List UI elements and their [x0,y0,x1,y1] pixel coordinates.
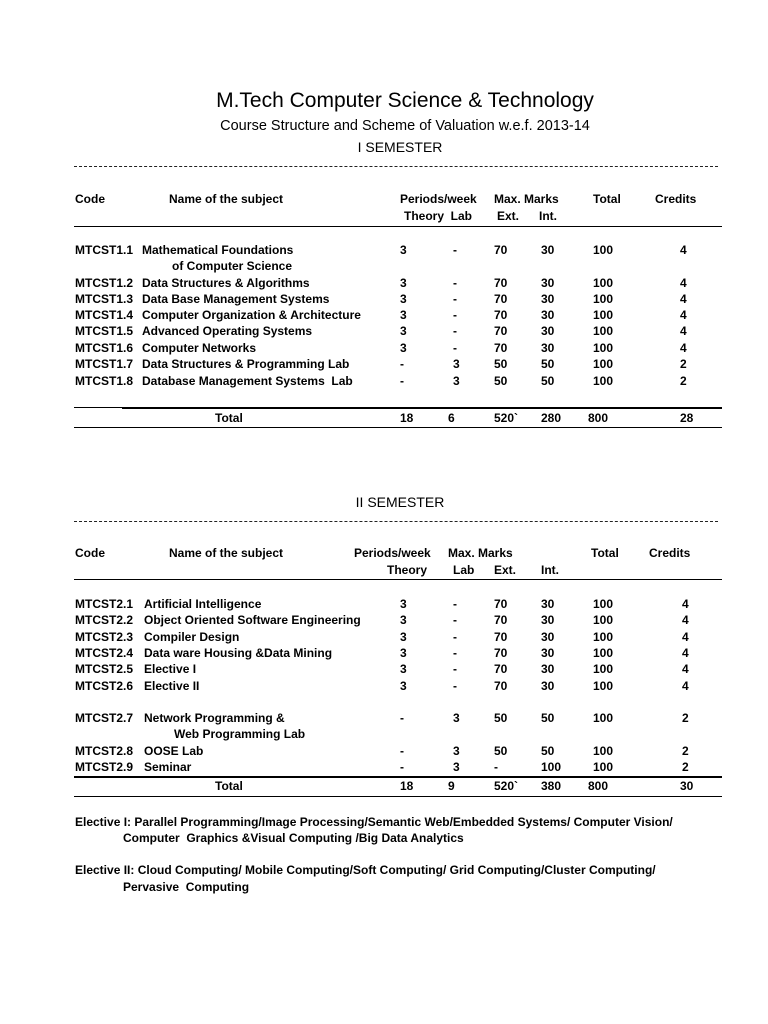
col-name: Name of the subject [169,192,284,206]
cell-ext: 50 [494,357,508,371]
sem2-total-bottom-rule [74,796,722,797]
table-row [0,744,768,760]
total-theory: 18 [400,779,414,793]
cell-ext: 70 [494,308,508,322]
cell-total: 100 [593,276,614,290]
table-row [0,374,768,390]
cell-ext: 70 [494,341,508,355]
table-row [0,276,768,292]
cell-theory: 3 [400,679,407,693]
total-int: 280 [541,411,562,425]
sem1-heading: I SEMESTER [357,139,443,155]
cell-credits: 4 [680,276,687,290]
total-credits: 30 [680,779,694,793]
cell-ext: 70 [494,243,508,257]
cell-lab: - [453,630,457,644]
col-periods: Periods/week [400,192,477,206]
cell-code: MTCST2.3 [75,630,134,644]
table-row [0,662,768,678]
cell-theory: 3 [400,276,407,290]
col-total: Total [591,546,619,560]
cell-code: MTCST2.5 [75,662,134,676]
cell-credits: 2 [680,357,687,371]
table-row [0,760,768,776]
cell-int: 30 [541,630,555,644]
cell-lab: 3 [453,711,460,725]
cell-name: Elective I [144,662,197,676]
cell-credits: 4 [682,630,689,644]
elective-ii-line1: Elective II: Cloud Computing/ Mobile Computing/Soft Computing/ Grid Computing/Cluster Computing/ [75,863,656,877]
cell-credits: 2 [682,760,689,774]
cell-name-cont: Web Programming Lab [174,727,306,741]
cell-lab: - [453,324,457,338]
cell-credits: 4 [680,308,687,322]
cell-name: Elective II [144,679,200,693]
cell-lab: 3 [453,744,460,758]
cell-name: Compiler Design [144,630,240,644]
total-theory: 18 [400,411,414,425]
cell-theory: 3 [400,613,407,627]
elective-i-line2: Computer Graphics &Visual Computing /Big Data Analytics [123,831,464,845]
cell-lab: - [453,679,457,693]
cell-ext: 70 [494,630,508,644]
table-row [0,243,768,273]
total-ext: 520` [494,779,519,793]
cell-lab: - [453,646,457,660]
total-int: 380 [541,779,562,793]
col-int: Int. [541,563,559,577]
cell-credits: 4 [680,324,687,338]
cell-credits: 4 [680,341,687,355]
sem1-total-top-rule [122,407,722,409]
cell-code: MTCST1.2 [75,276,134,290]
cell-ext: 70 [494,292,508,306]
cell-ext: 70 [494,597,508,611]
cell-name: Computer Networks [142,341,257,355]
table-row [0,357,768,373]
col-theory: Theory [387,563,428,577]
total-total: 800 [588,779,609,793]
cell-theory: 3 [400,630,407,644]
col-total: Total [593,192,621,206]
cell-name-cont: of Computer Science [172,259,293,273]
elective-i-line1: Elective I: Parallel Programming/Image Processing/Semantic Web/Embedded Systems/ Computer Vision/ [75,815,673,829]
cell-int: 30 [541,292,555,306]
col-max-marks: Max. Marks [494,192,559,206]
cell-credits: 2 [680,374,687,388]
cell-int: 30 [541,276,555,290]
cell-total: 100 [593,630,614,644]
cell-int: 30 [541,662,555,676]
table-row [0,341,768,357]
cell-int: 30 [541,324,555,338]
cell-credits: 4 [682,662,689,676]
sem2-dashed-rule [74,521,718,522]
cell-theory: - [400,744,404,758]
col-code: Code [75,546,105,560]
cell-lab: 3 [453,760,460,774]
total-credits: 28 [680,411,694,425]
cell-total: 100 [593,760,614,774]
cell-name: Computer Organization & Architecture [142,308,361,322]
cell-theory: - [400,711,404,725]
cell-name: OOSE Lab [144,744,204,758]
cell-credits: 2 [682,744,689,758]
cell-lab: - [453,613,457,627]
cell-theory: 3 [400,341,407,355]
col-theory-lab: Theory Lab [404,209,473,223]
cell-total: 100 [593,744,614,758]
table-row [0,613,768,629]
sem1-dashed-rule [74,166,718,167]
col-credits: Credits [655,192,697,206]
cell-int: 50 [541,711,555,725]
total-lab: 9 [448,779,455,793]
table-row [0,308,768,324]
cell-credits: 4 [682,597,689,611]
cell-lab: - [453,292,457,306]
cell-int: 30 [541,613,555,627]
cell-code: MTCST1.7 [75,357,134,371]
table-row [0,292,768,308]
cell-lab: 3 [453,374,460,388]
table-row [0,646,768,662]
cell-theory: - [400,357,404,371]
cell-code: MTCST1.5 [75,324,134,338]
cell-code: MTCST2.7 [75,711,134,725]
cell-code: MTCST2.4 [75,646,134,660]
page-subtitle: Course Structure and Scheme of Valuation w.e.f. 2013-14 [220,118,590,134]
cell-name: Data Structures & Algorithms [142,276,310,290]
cell-name: Advanced Operating Systems [142,324,313,338]
cell-name: Data Structures & Programming Lab [142,357,350,371]
cell-total: 100 [593,597,614,611]
col-credits: Credits [649,546,691,560]
cell-lab: - [453,662,457,676]
cell-total: 100 [593,341,614,355]
cell-credits: 2 [682,711,689,725]
cell-credits: 4 [682,613,689,627]
sem1-header-rule [74,226,722,227]
cell-lab: - [453,341,457,355]
table-row [0,324,768,340]
total-lab: 6 [448,411,455,425]
cell-name: Seminar [144,760,192,774]
cell-code: MTCST2.8 [75,744,134,758]
total-ext: 520` [494,411,519,425]
cell-int: 30 [541,597,555,611]
cell-lab: - [453,276,457,290]
cell-theory: 3 [400,292,407,306]
col-ext: Ext. [494,563,517,577]
cell-ext: 50 [494,374,508,388]
cell-name: Data ware Housing &Data Mining [144,646,333,660]
cell-total: 100 [593,374,614,388]
col-periods: Periods/week [354,546,431,560]
cell-int: 50 [541,357,555,371]
cell-total: 100 [593,711,614,725]
cell-ext: 70 [494,679,508,693]
sem2-total-top-rule [74,776,722,778]
cell-total: 100 [593,324,614,338]
cell-theory: 3 [400,597,407,611]
cell-theory: 3 [400,243,407,257]
cell-theory: - [400,760,404,774]
cell-name: Data Base Management Systems [142,292,330,306]
col-lab: Lab [453,563,475,577]
total-label: Total [215,779,243,793]
cell-lab: - [453,308,457,322]
cell-code: MTCST1.4 [75,308,134,322]
cell-theory: - [400,374,404,388]
cell-name: Object Oriented Software Engineering [144,613,361,627]
cell-name: Network Programming & [144,711,285,725]
sem1-total-bottom-rule [74,427,722,428]
cell-credits: 4 [682,679,689,693]
col-code: Code [75,192,105,206]
cell-total: 100 [593,292,614,306]
cell-int: 30 [541,341,555,355]
cell-int: 100 [541,760,562,774]
cell-total: 100 [593,613,614,627]
table-row [0,630,768,646]
cell-code: MTCST1.1 [75,243,134,257]
sem1-total-top-rule-left [74,407,122,408]
page-title: M.Tech Computer Science & Technology [216,89,594,112]
cell-ext: 50 [494,744,508,758]
col-name: Name of the subject [169,546,284,560]
cell-theory: 3 [400,324,407,338]
cell-ext: 70 [494,613,508,627]
cell-total: 100 [593,646,614,660]
sem2-heading: II SEMESTER [355,494,445,510]
table-row [0,679,768,695]
cell-total: 100 [593,679,614,693]
elective-ii-line2: Pervasive Computing [123,880,250,894]
total-label: Total [215,411,243,425]
cell-code: MTCST1.6 [75,341,134,355]
cell-name: Database Management Systems Lab [142,374,353,388]
cell-code: MTCST2.2 [75,613,134,627]
cell-ext: 70 [494,276,508,290]
cell-total: 100 [593,243,614,257]
cell-ext: - [494,760,498,774]
cell-name: Mathematical Foundations [142,243,294,257]
cell-theory: 3 [400,308,407,322]
cell-ext: 50 [494,711,508,725]
cell-credits: 4 [680,243,687,257]
sem2-header-rule [74,579,722,580]
cell-lab: - [453,243,457,257]
cell-int: 30 [541,308,555,322]
cell-int: 30 [541,679,555,693]
cell-total: 100 [593,357,614,371]
cell-name: Artificial Intelligence [144,597,262,611]
cell-theory: 3 [400,646,407,660]
cell-code: MTCST1.8 [75,374,134,388]
cell-code: MTCST2.6 [75,679,134,693]
cell-lab: 3 [453,357,460,371]
cell-code: MTCST1.3 [75,292,134,306]
col-ext-int: Ext. Int. [497,209,558,223]
cell-total: 100 [593,308,614,322]
cell-int: 30 [541,243,555,257]
cell-int: 30 [541,646,555,660]
total-total: 800 [588,411,609,425]
cell-ext: 70 [494,662,508,676]
cell-ext: 70 [494,646,508,660]
cell-int: 50 [541,744,555,758]
cell-theory: 3 [400,662,407,676]
cell-credits: 4 [680,292,687,306]
cell-ext: 70 [494,324,508,338]
table-row [0,597,768,613]
cell-total: 100 [593,662,614,676]
col-max-marks: Max. Marks [448,546,513,560]
cell-credits: 4 [682,646,689,660]
cell-code: MTCST2.9 [75,760,134,774]
cell-int: 50 [541,374,555,388]
table-row [0,711,768,741]
cell-lab: - [453,597,457,611]
cell-code: MTCST2.1 [75,597,134,611]
